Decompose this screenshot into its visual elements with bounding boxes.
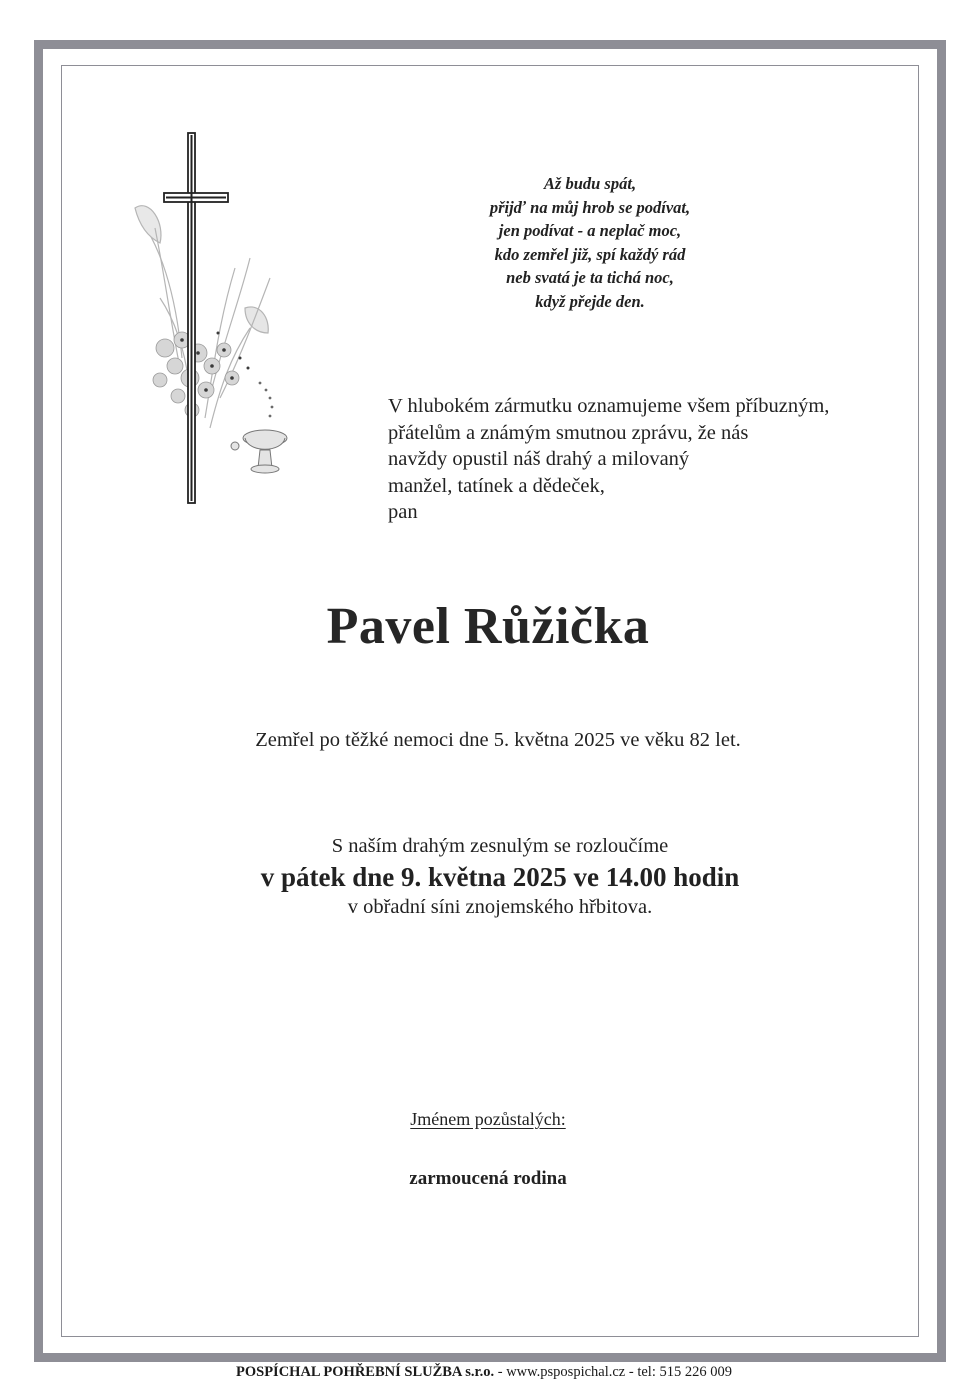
announcement <box>388 393 908 526</box>
announcement-line: přátelům a známým smutnou zprávu, že nás <box>388 421 749 444</box>
farewell-location: v obřadní síni znojemského hřbitova. <box>347 896 653 918</box>
poem-line: kdo zemřel již, spí každý rád <box>494 244 686 264</box>
signature: zarmoucená rodina <box>409 1168 567 1189</box>
poem-line: přijď na můj hrob se podívat, <box>489 197 691 217</box>
farewell-date-time: v pátek dne 9. května 2025 ve 14.00 hodin <box>260 862 740 892</box>
poem-line: Až budu spát, <box>543 174 637 193</box>
poem-line: neb svatá je ta tichá noc, <box>506 268 674 287</box>
announcement-line: pan <box>388 501 418 523</box>
footer-company: POSPÍCHAL POHŘEBNÍ SLUŽBA s.r.o. <box>236 1364 495 1380</box>
footer-contact: - www.psposp​ichal.cz - tel: 515 226 009 <box>494 1364 732 1380</box>
death-notice: Zemřel po těžké nemoci dne 5. května 2025 ve věku 82 let. <box>255 729 741 751</box>
announcement-line: V hlubokém zármutku oznamujeme všem příbuzným, <box>388 395 830 417</box>
poem-line: jen podívat - a neplač moc, <box>498 221 682 240</box>
announcement-line: navždy opustil náš drahý a milovaný <box>388 448 690 470</box>
behalf-label-text: Jménem pozůstalých: <box>410 1109 566 1129</box>
cross-with-flowers-icon <box>120 128 300 508</box>
behalf-label <box>0 1107 976 1131</box>
announcement-line: manžel, tatínek a dědeček, <box>388 474 605 497</box>
poem-line: když přejde den. <box>535 291 645 311</box>
farewell-info <box>0 832 976 920</box>
deceased-name: Pavel Růžička <box>326 598 650 655</box>
farewell-intro: S naším drahým zesnulým se rozloučíme <box>331 835 669 857</box>
poem <box>440 172 740 313</box>
footer <box>0 1362 968 1382</box>
